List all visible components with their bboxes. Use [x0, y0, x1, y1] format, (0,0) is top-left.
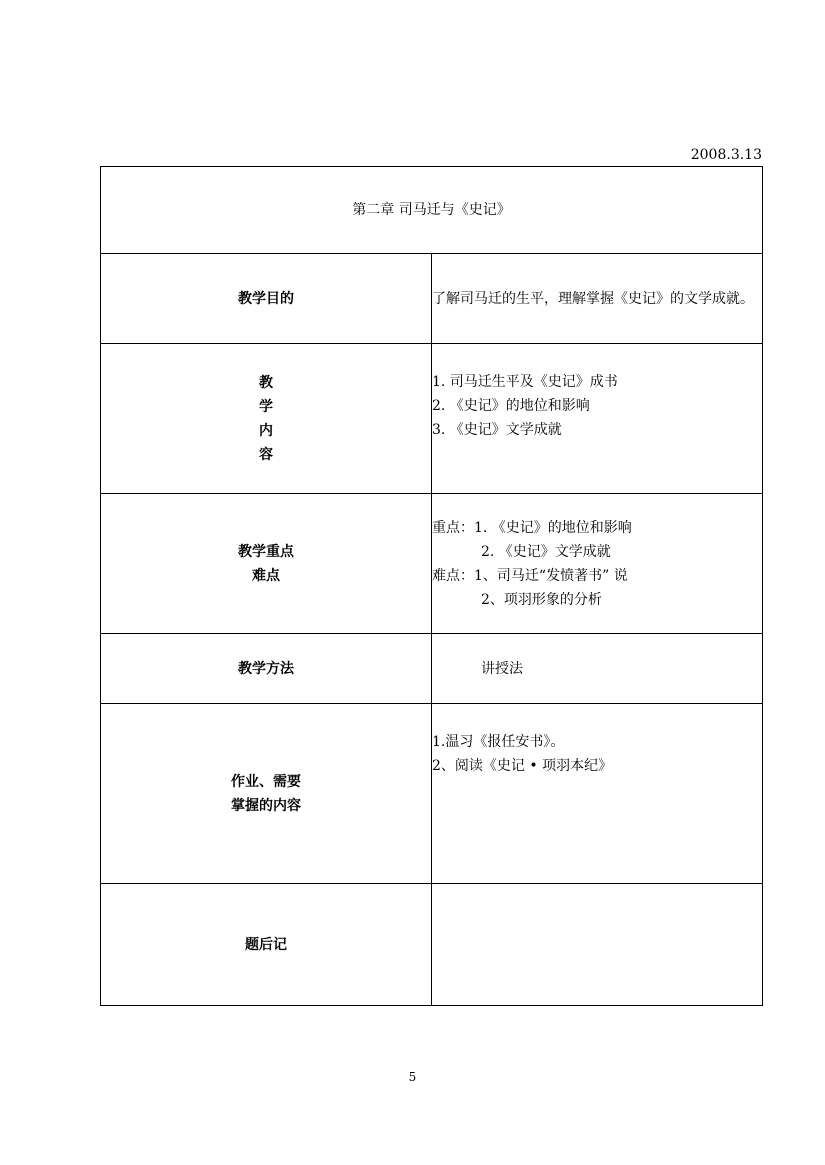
chapter-title-row: [101, 167, 763, 254]
content-label-char: 学: [259, 398, 273, 415]
postscript-row: [101, 884, 763, 1006]
content-item: 3. 《史记》文学成就: [432, 422, 562, 438]
goal-text: 了解司马迁的生平，理解掌握《史记》的文学成就。: [432, 254, 763, 344]
homework-item: 1.温习《报任安书》。: [432, 734, 565, 750]
method-row: [101, 634, 763, 704]
postscript-label: 题后记: [101, 884, 432, 1006]
key-points-text: [432, 494, 763, 634]
homework-row: [101, 704, 763, 884]
key-points-row: [101, 494, 763, 634]
content-label: [101, 344, 432, 494]
key-point-line: 2. 《史记》文学成就: [481, 543, 611, 560]
key-points-label-line: 难点: [252, 567, 280, 584]
method-text: [432, 634, 763, 704]
difficult-point-line: 2、项羽形象的分析: [481, 591, 602, 608]
homework-items: [432, 704, 763, 884]
postscript-text: [432, 884, 763, 1006]
homework-label-line: 作业、需要: [231, 773, 301, 790]
key-points-label-line: 教学重点: [238, 543, 294, 560]
method-value: 讲授法: [481, 660, 523, 677]
content-label-char: 教: [259, 374, 273, 391]
content-items: [432, 344, 763, 494]
content-label-char: 内: [259, 422, 273, 439]
key-point-line: 重点：1. 《史记》的地位和影响: [432, 519, 632, 536]
lesson-plan-table: [100, 166, 763, 1006]
content-row: [101, 344, 763, 494]
method-label: 教学方法: [101, 634, 432, 704]
key-points-label: [101, 494, 432, 634]
content-item: 1. 司马迁生平及《史记》成书: [432, 374, 618, 390]
goal-row: [101, 254, 763, 344]
goal-label: 教学目的: [101, 254, 432, 344]
homework-label: [101, 704, 432, 884]
content-item: 2. 《史记》的地位和影响: [432, 398, 590, 414]
homework-label-line: 掌握的内容: [231, 797, 301, 814]
content-label-char: 容: [259, 446, 273, 463]
page-number: 5: [408, 1070, 417, 1084]
lesson-date: 2008.3.13: [690, 147, 762, 163]
homework-item: 2、阅读《史记 • 项羽本纪》: [432, 758, 613, 774]
chapter-title: 第二章 司马迁与《史记》: [101, 167, 763, 254]
difficult-point-line: 难点：1、司马迁“发愤著书” 说: [432, 567, 628, 584]
